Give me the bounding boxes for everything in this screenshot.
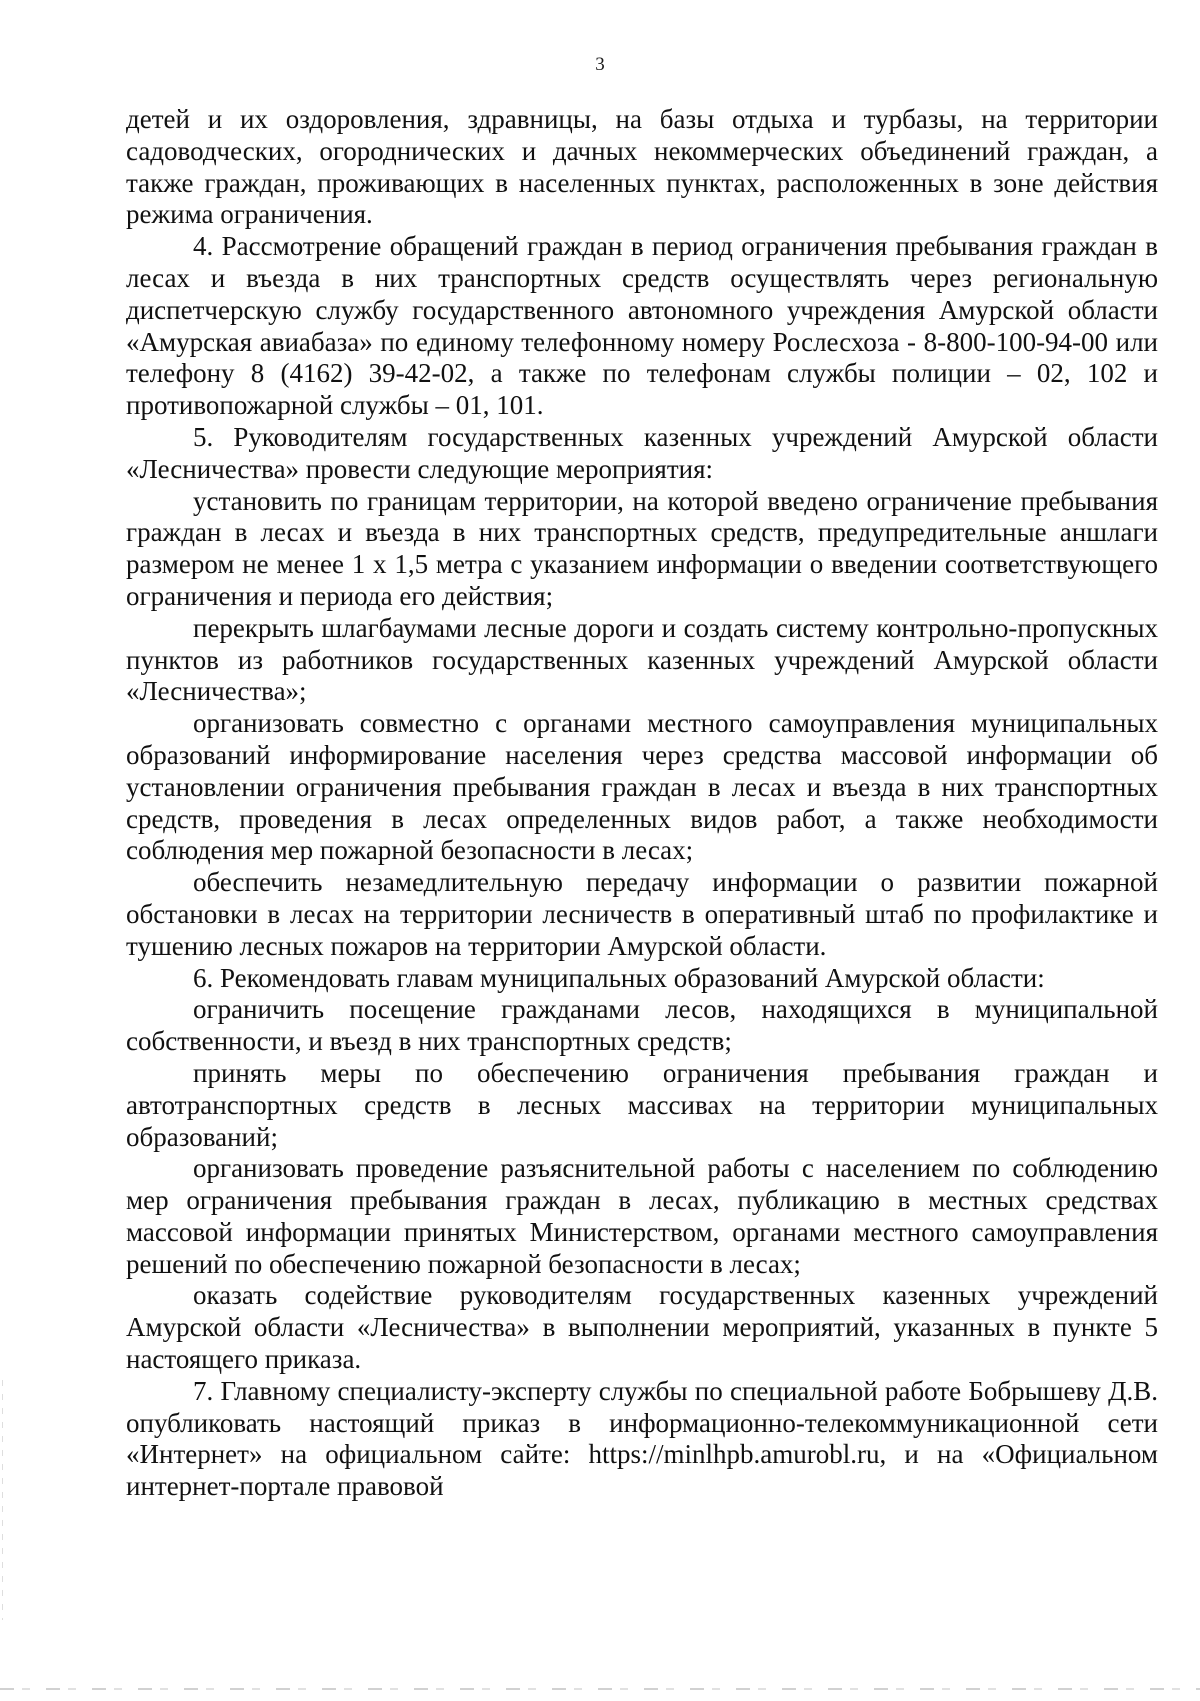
paragraph-item-6-measures: принять меры по обеспечению ограничения пребывания граждан и автотранспортных средств в лесных массивах на территории муниципальных образований; [126,1057,1158,1152]
paragraph-item-7: 7. Главному специалисту-эксперту службы по специальной работе Бобрышеву Д.В. опубликовать настоящий приказ в информационно-телекоммуникационной сети «Интернет» на официальном сайте: https://minlhpb.amurobl.ru, и на «Официальном интернет-портале правовой [126,1375,1158,1502]
paragraph-item-6-assist: оказать содействие руководителям государственных казенных учреждений Амурской области «Лесничества» в выполнении мероприятий, указанных в пункте 5 настоящего приказа. [126,1280,1158,1375]
paragraph-item-6-explain: организовать проведение разъяснительной работы с населением по соблюдению мер ограничения пребывания граждан в лесах, публикацию в местных средствах массовой информации принятых Министерством, органами местного самоуправления решений по обеспечению пожарной безопасности в лесах; [126,1153,1158,1279]
paragraph-item-5-transfer: обеспечить незамедлительную передачу информации о развитии пожарной обстановки в лесах на территории лесничеств в оперативный штаб по профилактике и тушению лесных пожаров на территории Амурской области. [126,867,1158,961]
scan-edge-mark-bottom [0,1688,1200,1690]
paragraph-item-5-inform: организовать совместно с органами местного самоуправления муниципальных образований информирование населения через средства массовой информации об установлении ограничения пребывания граждан в лесах и въезда в них транспортных средств, проведения в лесах определенных видов работ, а также необходимости соблюдения мер пожарной безопасности в лесах; [126,708,1158,866]
scan-edge-mark-left [2,1380,3,1620]
paragraph-item-5-signs: установить по границам территории, на которой введено ограничение пребывания граждан в лесах и въезда в них транспортных средств, предупредительные аншлаги размером не менее 1 х 1,5 метра с указанием информации о введении соответствующего ограничения и периода его действия; [126,485,1158,611]
paragraph-item-5-barriers: перекрыть шлагбаумами лесные дороги и создать систему контрольно-пропускных пунктов из работников государственных казенных учреждений Амурской области «Лесничества»; [126,612,1158,707]
paragraph-item-5: 5. Руководителям государственных казенных учреждений Амурской области «Лесничества» провести следующие мероприятия: [126,421,1158,484]
paragraph-item-6: 6. Рекомендовать главам муниципальных образований Амурской области: [193,962,1045,993]
paragraph-item-6-limit: ограничить посещение гражданами лесов, находящихся в муниципальной собственности, и въезд в них транспортных средств; [126,994,1158,1057]
paragraph-item-4: 4. Рассмотрение обращений граждан в период ограничения пребывания граждан в лесах и въезда в них транспортных средств осуществлять через региональную диспетчерскую службу государственного автономного учреждения Амурской области «Амурская авиабаза» по единому телефонному номеру Рослесхоза - 8-800-100-94-00 или телефону 8 (4162) 39-42-02, а также по телефонам службы полиции – 02, 102 и противопожарной службы – 01, 101. [126,231,1158,421]
document-body [126,104,1158,1503]
page-number: 3 [595,54,605,75]
paragraph-continuation: детей и их оздоровления, здравницы, на базы отдыха и турбазы, на территории садоводческих, огороднических и дачных некоммерческих объединений граждан, а также граждан, проживающих в населенных пунктах, расположенных в зоне действия режима ограничения. [126,104,1158,230]
